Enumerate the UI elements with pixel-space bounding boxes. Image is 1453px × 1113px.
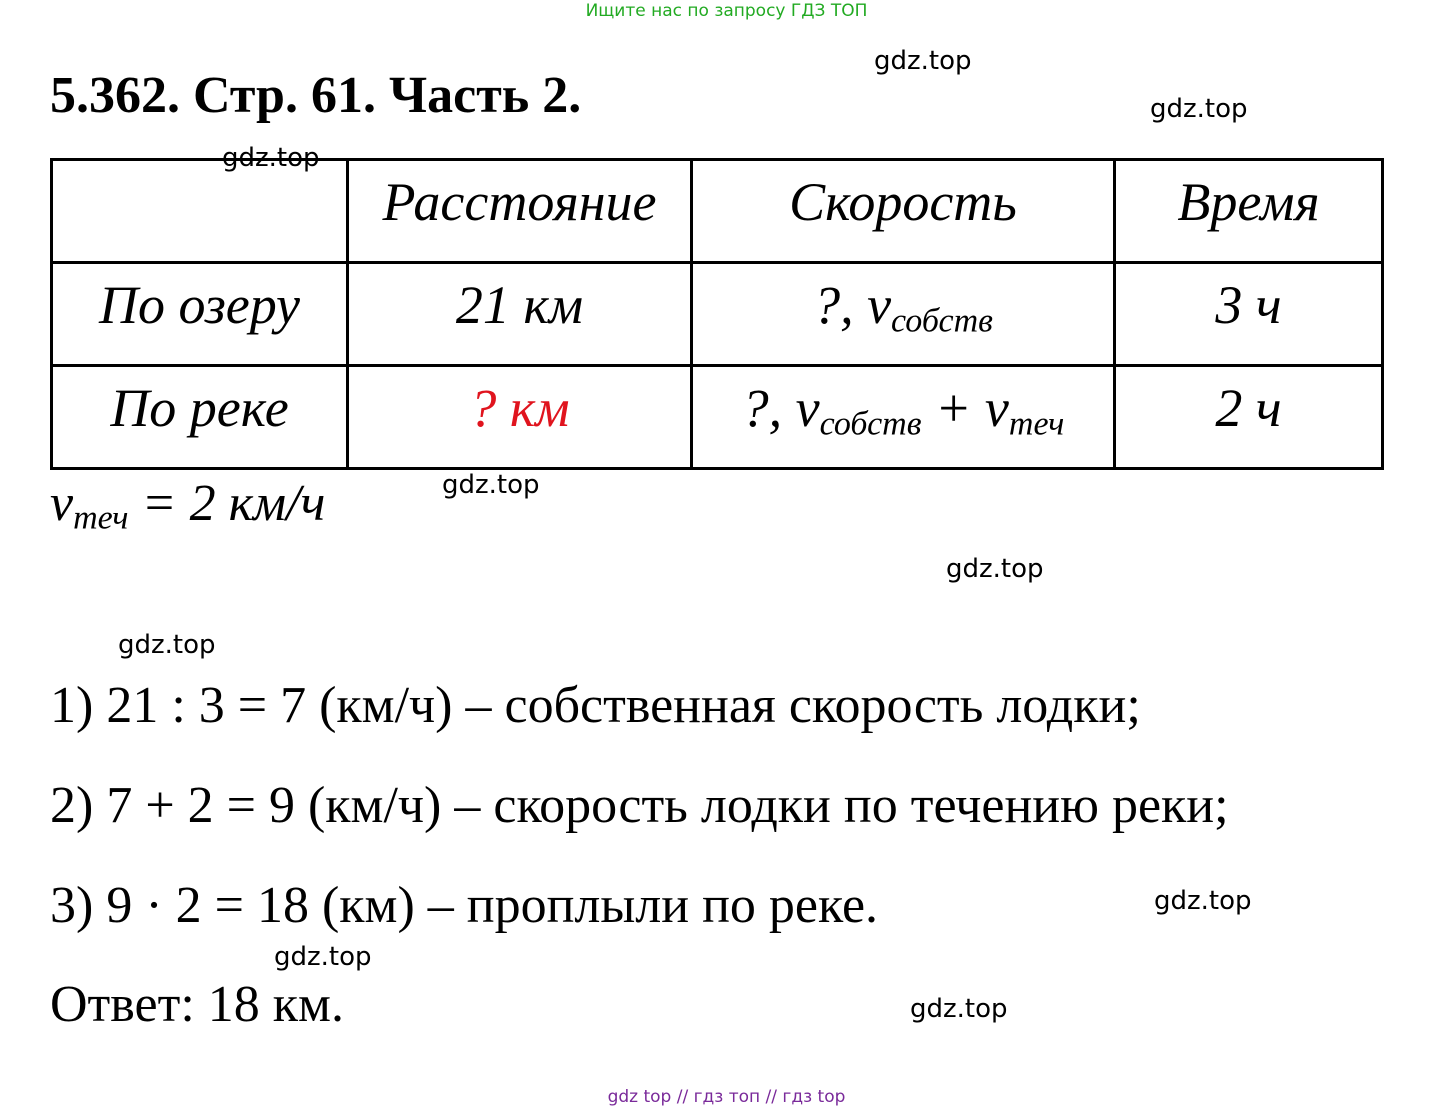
watermark: gdz.top — [946, 554, 1044, 584]
cell-time-lake: 3 ч — [1115, 263, 1383, 366]
solution-step-1: 1) 21 : 3 = 7 (км/ч) – собственная скорость лодки; — [50, 677, 1141, 734]
row-label-river: По реке — [52, 366, 348, 469]
page-title: 5.362. Стр. 61. Часть 2. — [50, 67, 582, 124]
header-empty — [52, 160, 348, 263]
row-label-lake: По озеру — [52, 263, 348, 366]
footer-links[interactable]: gdz top // гдз топ // гдз top — [607, 1087, 846, 1107]
watermark: gdz.top — [1154, 886, 1252, 916]
header-speed: Скорость — [692, 160, 1115, 263]
formula-prefix: v — [50, 475, 74, 532]
watermark: gdz.top — [874, 46, 972, 76]
speed-plus: + v — [921, 378, 1009, 438]
current-speed-formula — [50, 474, 325, 538]
solution-step-2: 2) 7 + 2 = 9 (км/ч) – скорость лодки по течению реки; — [50, 777, 1229, 834]
cell-speed-lake — [692, 263, 1115, 366]
formula-rest: = 2 км/ч — [128, 475, 326, 532]
watermark: gdz.top — [910, 994, 1008, 1024]
speed-subscript-current: теч — [1008, 405, 1065, 443]
watermark: gdz.top — [274, 942, 372, 972]
table-header-row — [52, 160, 1383, 263]
solution-step-3: 3) 9 · 2 = 18 (км) – проплыли по реке. — [50, 877, 879, 934]
table-row — [52, 263, 1383, 366]
formula-subscript: теч — [73, 499, 129, 537]
watermark: gdz.top — [442, 470, 540, 500]
watermark: gdz.top — [1150, 94, 1248, 124]
answer: Ответ: 18 км. — [50, 976, 344, 1033]
table-row — [52, 366, 1383, 469]
speed-subscript: собств — [891, 302, 993, 340]
watermark: gdz.top — [222, 143, 320, 173]
top-banner: Ищите нас по запросу ГДЗ ТОП — [585, 1, 868, 21]
speed-subscript: собств — [819, 405, 922, 443]
cell-distance-lake: 21 км — [348, 263, 692, 366]
header-time: Время — [1115, 160, 1383, 263]
watermark: gdz.top — [118, 630, 216, 660]
motion-table — [50, 158, 1384, 470]
cell-distance-river: ? км — [348, 366, 692, 469]
speed-prefix: ?, v — [741, 378, 820, 438]
speed-prefix: ?, v — [813, 275, 892, 335]
cell-time-river: 2 ч — [1115, 366, 1383, 469]
cell-speed-river — [692, 366, 1115, 469]
header-distance: Расстояние — [348, 160, 692, 263]
